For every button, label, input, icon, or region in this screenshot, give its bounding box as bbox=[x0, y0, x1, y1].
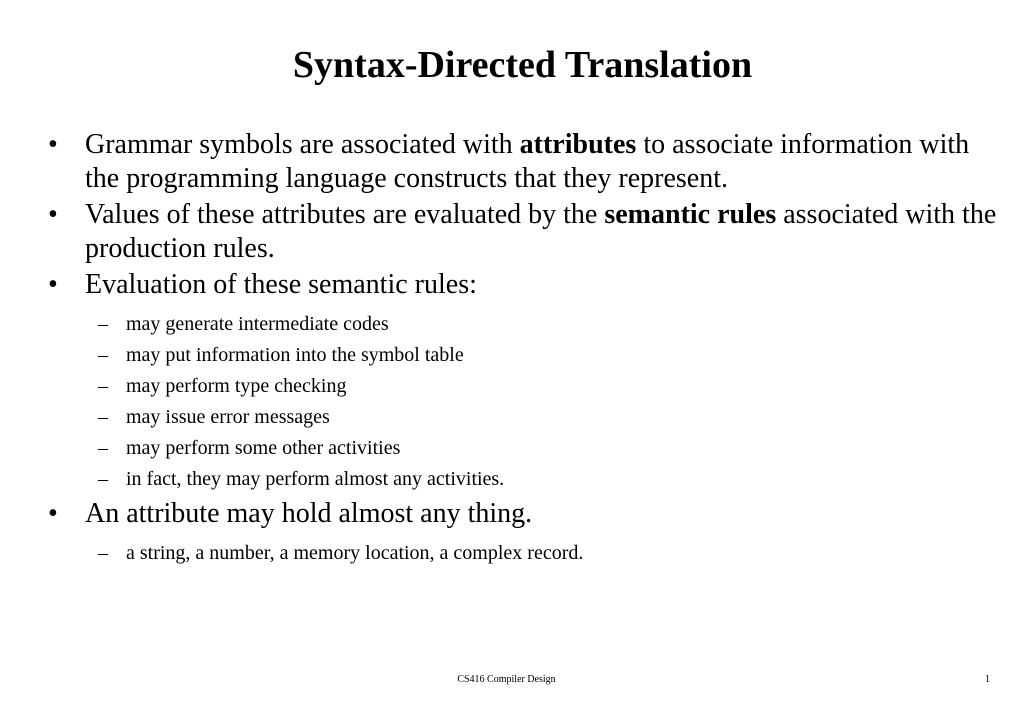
sub-item bbox=[0, 342, 1023, 368]
sub-text: may perform some other activities bbox=[126, 437, 401, 459]
sub-text: may generate intermediate codes bbox=[126, 313, 389, 335]
sub-item bbox=[0, 435, 1023, 461]
sub-text: may put information into the symbol table bbox=[126, 344, 464, 366]
bullet-marker: • bbox=[48, 199, 58, 230]
sub-item bbox=[0, 540, 1023, 566]
bullet-list bbox=[0, 128, 1023, 571]
sub-marker: – bbox=[98, 468, 108, 490]
sub-item bbox=[0, 466, 1023, 492]
sub-text: may issue error messages bbox=[126, 406, 330, 428]
sub-marker: – bbox=[98, 375, 108, 397]
footer-page-number: 1 bbox=[985, 674, 990, 685]
footer-course: CS416 Compiler Design bbox=[457, 674, 556, 685]
sub-marker: – bbox=[98, 406, 108, 428]
sub-marker: – bbox=[98, 313, 108, 335]
sub-text: may perform type checking bbox=[126, 375, 347, 397]
bullet-text: associated with the production rules. bbox=[85, 199, 997, 264]
bullet-item bbox=[0, 268, 1023, 302]
bullet-text: Evaluation of these semantic rules: bbox=[85, 269, 477, 300]
bullet-marker: • bbox=[48, 129, 58, 160]
bold-term-attributes: attributes bbox=[519, 129, 637, 160]
sub-item bbox=[0, 373, 1023, 399]
bullet-text: Grammar symbols are associated with bbox=[85, 129, 520, 160]
bullet-marker: • bbox=[48, 269, 58, 300]
bullet-text: An attribute may hold almost any thing. bbox=[85, 498, 533, 529]
sub-marker: – bbox=[98, 437, 108, 459]
bullet-text: Values of these attributes are evaluated by the bbox=[85, 199, 605, 230]
bullet-item bbox=[0, 128, 1023, 196]
bullet-marker: • bbox=[48, 498, 58, 529]
sub-text: a string, a number, a memory location, a complex record. bbox=[126, 542, 584, 564]
bullet-text: to associate information with the programming language constructs that they represent. bbox=[85, 129, 970, 194]
bullet-item bbox=[0, 198, 1023, 266]
sub-marker: – bbox=[98, 542, 108, 564]
sub-item bbox=[0, 404, 1023, 430]
sub-item bbox=[0, 311, 1023, 337]
bold-term-semantic-rules: semantic rules bbox=[604, 199, 777, 230]
bullet-item bbox=[0, 497, 1023, 531]
slide-title: Syntax-Directed Translation bbox=[292, 44, 753, 86]
sub-marker: – bbox=[98, 344, 108, 366]
sub-text: in fact, they may perform almost any activities. bbox=[126, 468, 505, 490]
